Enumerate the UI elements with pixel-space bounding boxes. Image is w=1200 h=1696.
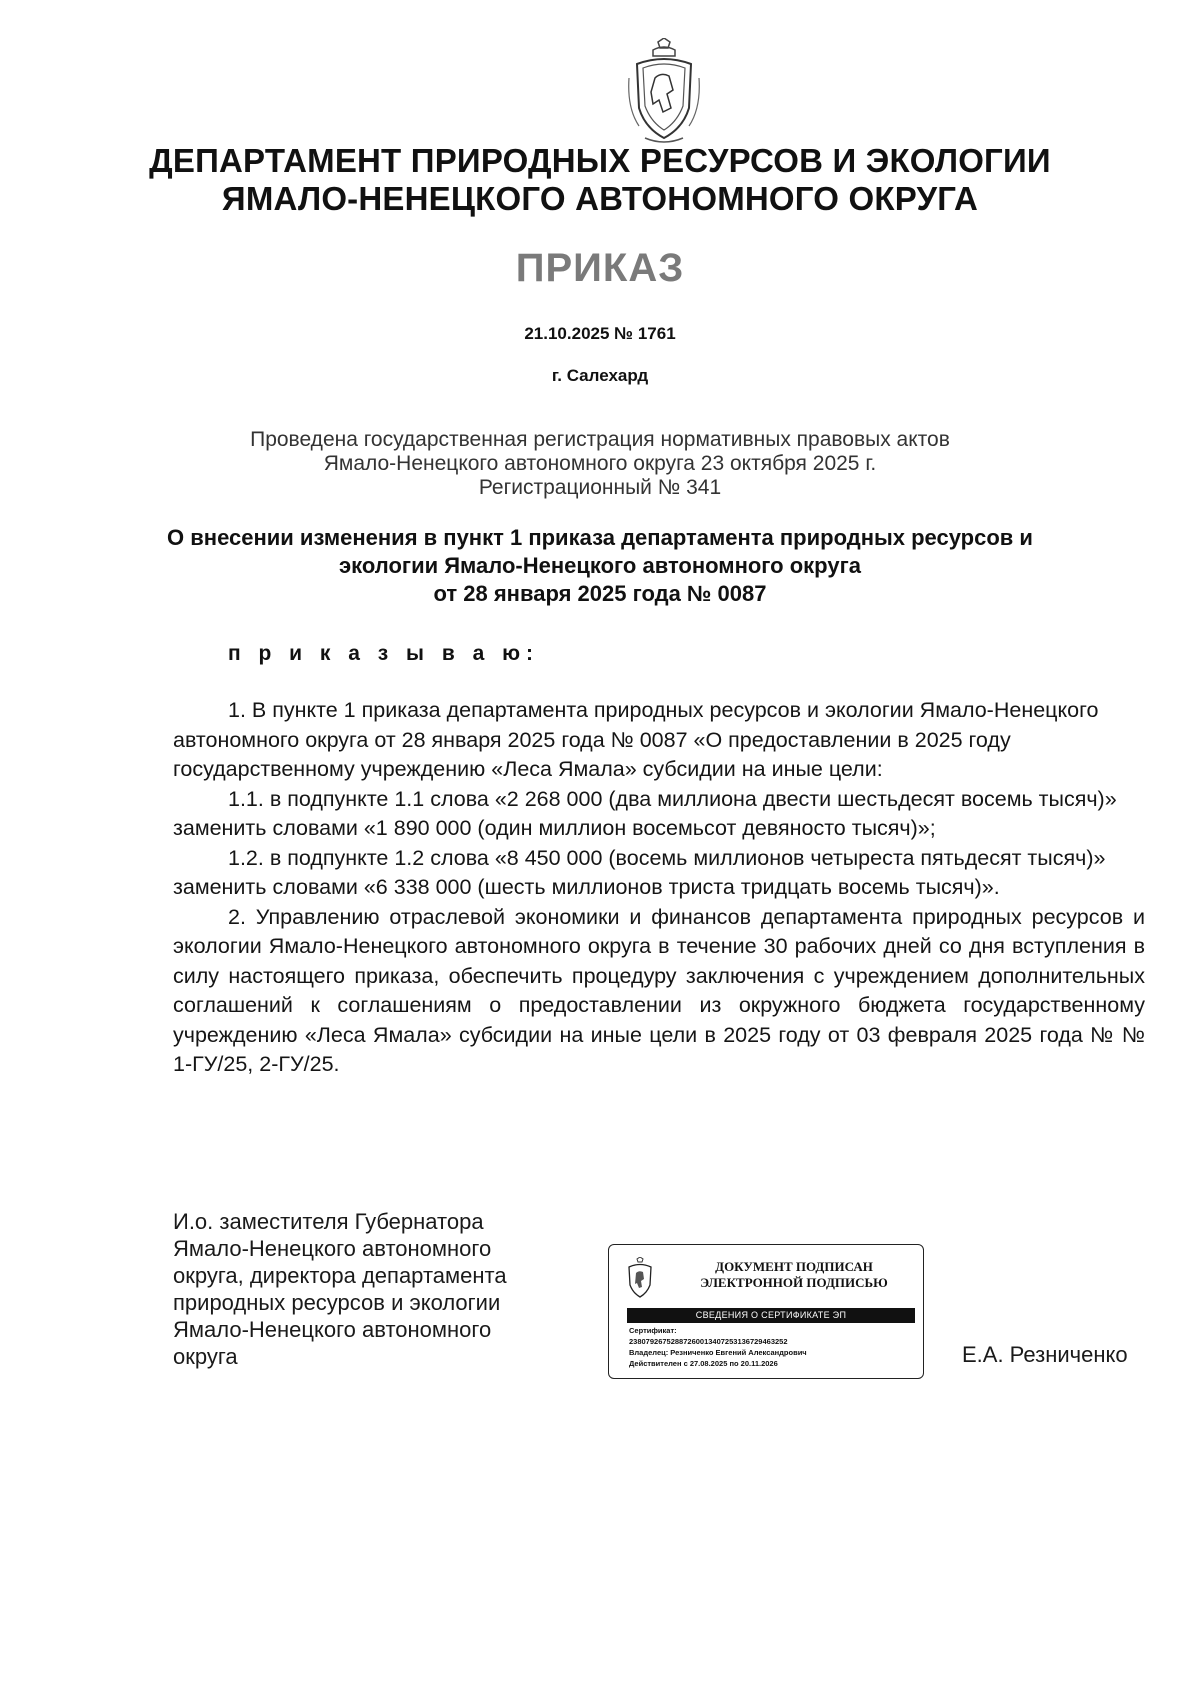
electronic-signature-stamp bbox=[608, 1244, 924, 1379]
order-subject bbox=[0, 524, 1200, 608]
position-line: округа, директора департамента bbox=[173, 1263, 507, 1288]
position-line: Ямало-Ненецкого автономного bbox=[173, 1317, 492, 1342]
date-number: 21.10.2025 № 1761 bbox=[524, 324, 676, 343]
subject-line3: от 28 января 2025 года № 0087 bbox=[433, 581, 767, 606]
registration-notice bbox=[0, 428, 1200, 500]
position-line: Ямало-Ненецкого автономного bbox=[173, 1236, 492, 1261]
paragraph-1: 1. В пункте 1 приказа департамента природных ресурсов и экологии Ямало-Ненецкого автономного округа от 28 января 2025 года № 0087 «О предоставлении в 2025 году государственному учреждению «Леса Ямала» субсидии на иные цели: bbox=[173, 698, 1099, 781]
signatory-position bbox=[173, 1208, 593, 1370]
ordering-word: п р и к а з ы в а ю: bbox=[228, 642, 540, 665]
city: г. Салехард bbox=[551, 366, 649, 385]
registration-line1: Проведена государственная регистрация нормативных правовых актов bbox=[250, 428, 950, 451]
stamp-title-line2: ЭЛЕКТРОННОЙ ПОДПИСЬЮ bbox=[700, 1275, 888, 1290]
paragraph-1-2: 1.2. в подпункте 1.2 слова «8 450 000 (восемь миллионов четыреста пятьдесят тысяч)» заменить словами «6 338 000 (шесть миллионов триста тридцать восемь тысяч)». bbox=[173, 845, 1106, 899]
subject-line1: О внесении изменения в пункт 1 приказа департамента природных ресурсов и bbox=[167, 525, 1033, 550]
subject-line2: экологии Ямало-Ненецкого автономного округа bbox=[339, 553, 861, 578]
paragraph-1-1: 1.1. в подпункте 1.1 слова «2 268 000 (два миллиона двести шестьдесят восемь тысяч)» заменить словами «1 890 000 (один миллион восемьсот девяносто тысяч)»; bbox=[173, 786, 1117, 840]
stamp-title bbox=[669, 1259, 919, 1291]
certificate-info-bar: СВЕДЕНИЯ О СЕРТИФИКАТЕ ЭП bbox=[627, 1308, 915, 1323]
cert-validity: Действителен с 27.08.2025 по 20.11.2026 bbox=[629, 1359, 778, 1368]
position-line: округа bbox=[173, 1344, 238, 1369]
stamp-emblem-icon bbox=[625, 1257, 655, 1299]
registration-line3: Регистрационный № 341 bbox=[478, 476, 722, 499]
paragraph-2: 2. Управлению отраслевой экономики и финансов департамента природных ресурсов и экологии Ямало-Ненецкого автономного округа в течение 30 рабочих дней со дня вступления в силу настоящего приказа, обеспечить процедуру заключения с учреждением дополнительных соглашений к соглашениям о предоставлении из окружного бюджета государственному учреждению «Леса Ямала» субсидии на иные цели в 2025 году от 03 февраля 2025 года № № 1-ГУ/25, 2-ГУ/25. bbox=[173, 904, 1145, 1076]
cert-number: 23807926752887260013407253136729463252 bbox=[629, 1337, 788, 1346]
signatory-name: Е.А. Резниченко bbox=[962, 1342, 1128, 1367]
certificate-details bbox=[629, 1325, 919, 1369]
cert-label: Сертификат: bbox=[629, 1326, 677, 1335]
order-body bbox=[173, 696, 1145, 1080]
document-type-title: ПРИКАЗ bbox=[515, 246, 685, 290]
position-line: И.о. заместителя Губернатора bbox=[173, 1209, 484, 1234]
position-line: природных ресурсов и экологии bbox=[173, 1290, 501, 1315]
cert-owner: Владелец: Резниченко Евгений Александрович bbox=[629, 1348, 807, 1357]
registration-line2: Ямало-Ненецкого автономного округа 23 октября 2025 г. bbox=[323, 452, 877, 475]
department-name-line2: ЯМАЛО-НЕНЕЦКОГО АВТОНОМНОГО ОКРУГА bbox=[221, 180, 979, 217]
stamp-title-line1: ДОКУМЕНТ ПОДПИСАН bbox=[715, 1259, 873, 1274]
department-name-line1: ДЕПАРТАМЕНТ ПРИРОДНЫХ РЕСУРСОВ И ЭКОЛОГИИ bbox=[149, 142, 1051, 179]
coat-of-arms-emblem bbox=[625, 38, 703, 146]
